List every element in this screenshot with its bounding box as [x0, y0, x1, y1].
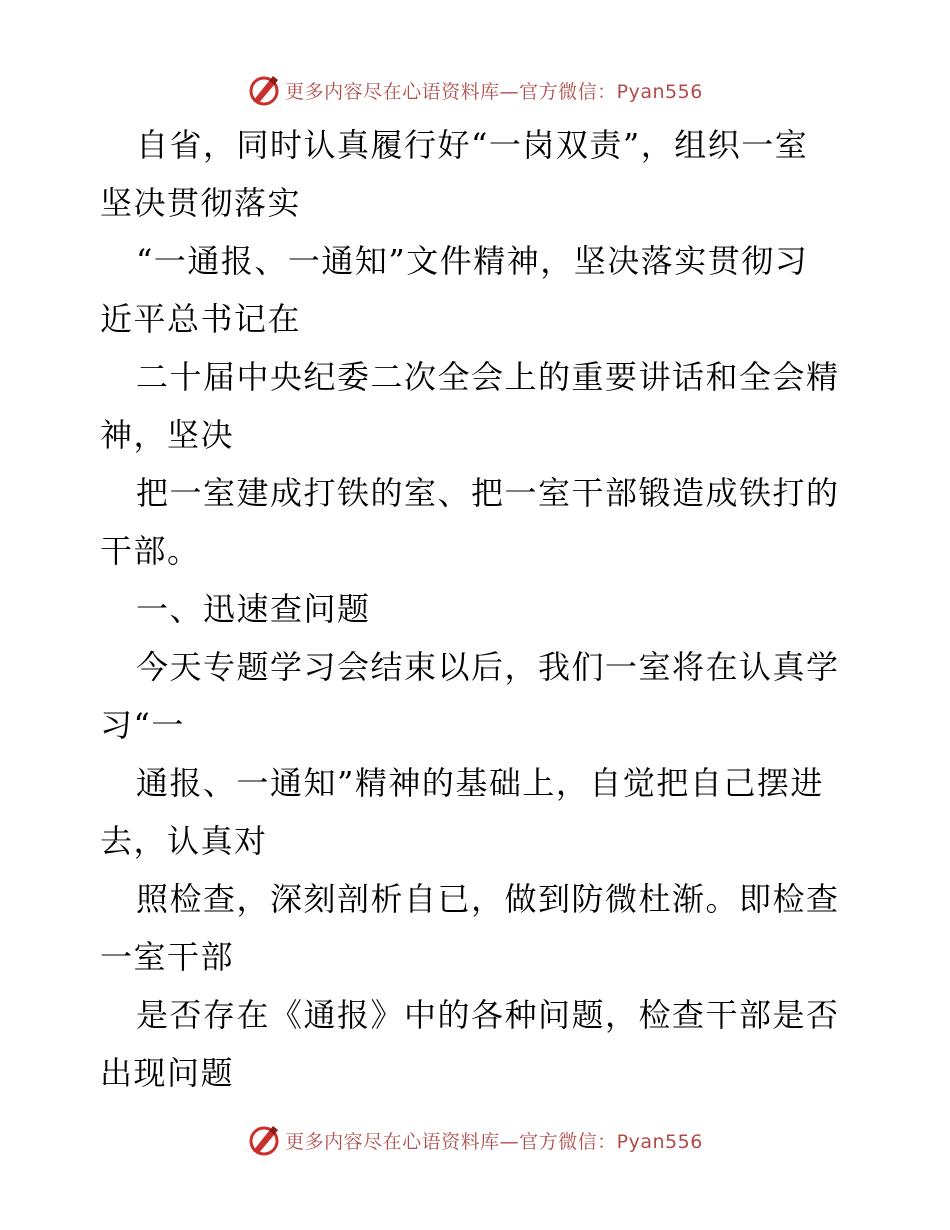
- section-heading: 一、迅速查问题: [136, 590, 371, 628]
- header-banner: [0, 70, 950, 110]
- text-line: 把一室建成打铁的室、把一室干部锻造成铁打的: [136, 474, 840, 512]
- text-line: 一室干部: [100, 938, 235, 976]
- pen-logo-icon: [247, 1123, 281, 1157]
- text-line: 照检查，深刻剖析自已，做到防微杜渐。即检查: [136, 880, 840, 918]
- text-line: 神，坚决: [100, 416, 235, 454]
- text-line: 习“一: [100, 706, 185, 744]
- text-line: 是否存在《通报》中的各种问题，检查干部是否: [136, 996, 840, 1034]
- header-banner-text: 更多内容尽在心语资料库—官方微信：Pyan556: [285, 80, 703, 103]
- footer-banner: [0, 1120, 950, 1160]
- footer-banner-text: 更多内容尽在心语资料库—官方微信：Pyan556: [285, 1130, 703, 1153]
- document-body: [100, 116, 860, 1102]
- text-line: 今天专题学习会结束以后，我们一室将在认真学: [136, 648, 840, 686]
- text-line: 去，认真对: [100, 822, 268, 860]
- text-line: 近平总书记在: [100, 300, 302, 338]
- text-line: 坚决贯彻落实: [100, 184, 302, 222]
- pen-logo-icon: [247, 73, 281, 107]
- text-line: 通报、一通知”精神的基础上，自觉把自己摆进: [136, 764, 824, 802]
- text-line: 出现问题: [100, 1054, 235, 1092]
- text-line: 自省，同时认真履行好“一岗双责”，组织一室: [136, 126, 809, 164]
- text-line: “一通报、一通知”文件精神，坚决落实贯彻习: [136, 242, 809, 280]
- text-line: 干部。: [100, 532, 201, 570]
- text-line: 二十届中央纪委二次全会上的重要讲话和全会精: [136, 358, 840, 396]
